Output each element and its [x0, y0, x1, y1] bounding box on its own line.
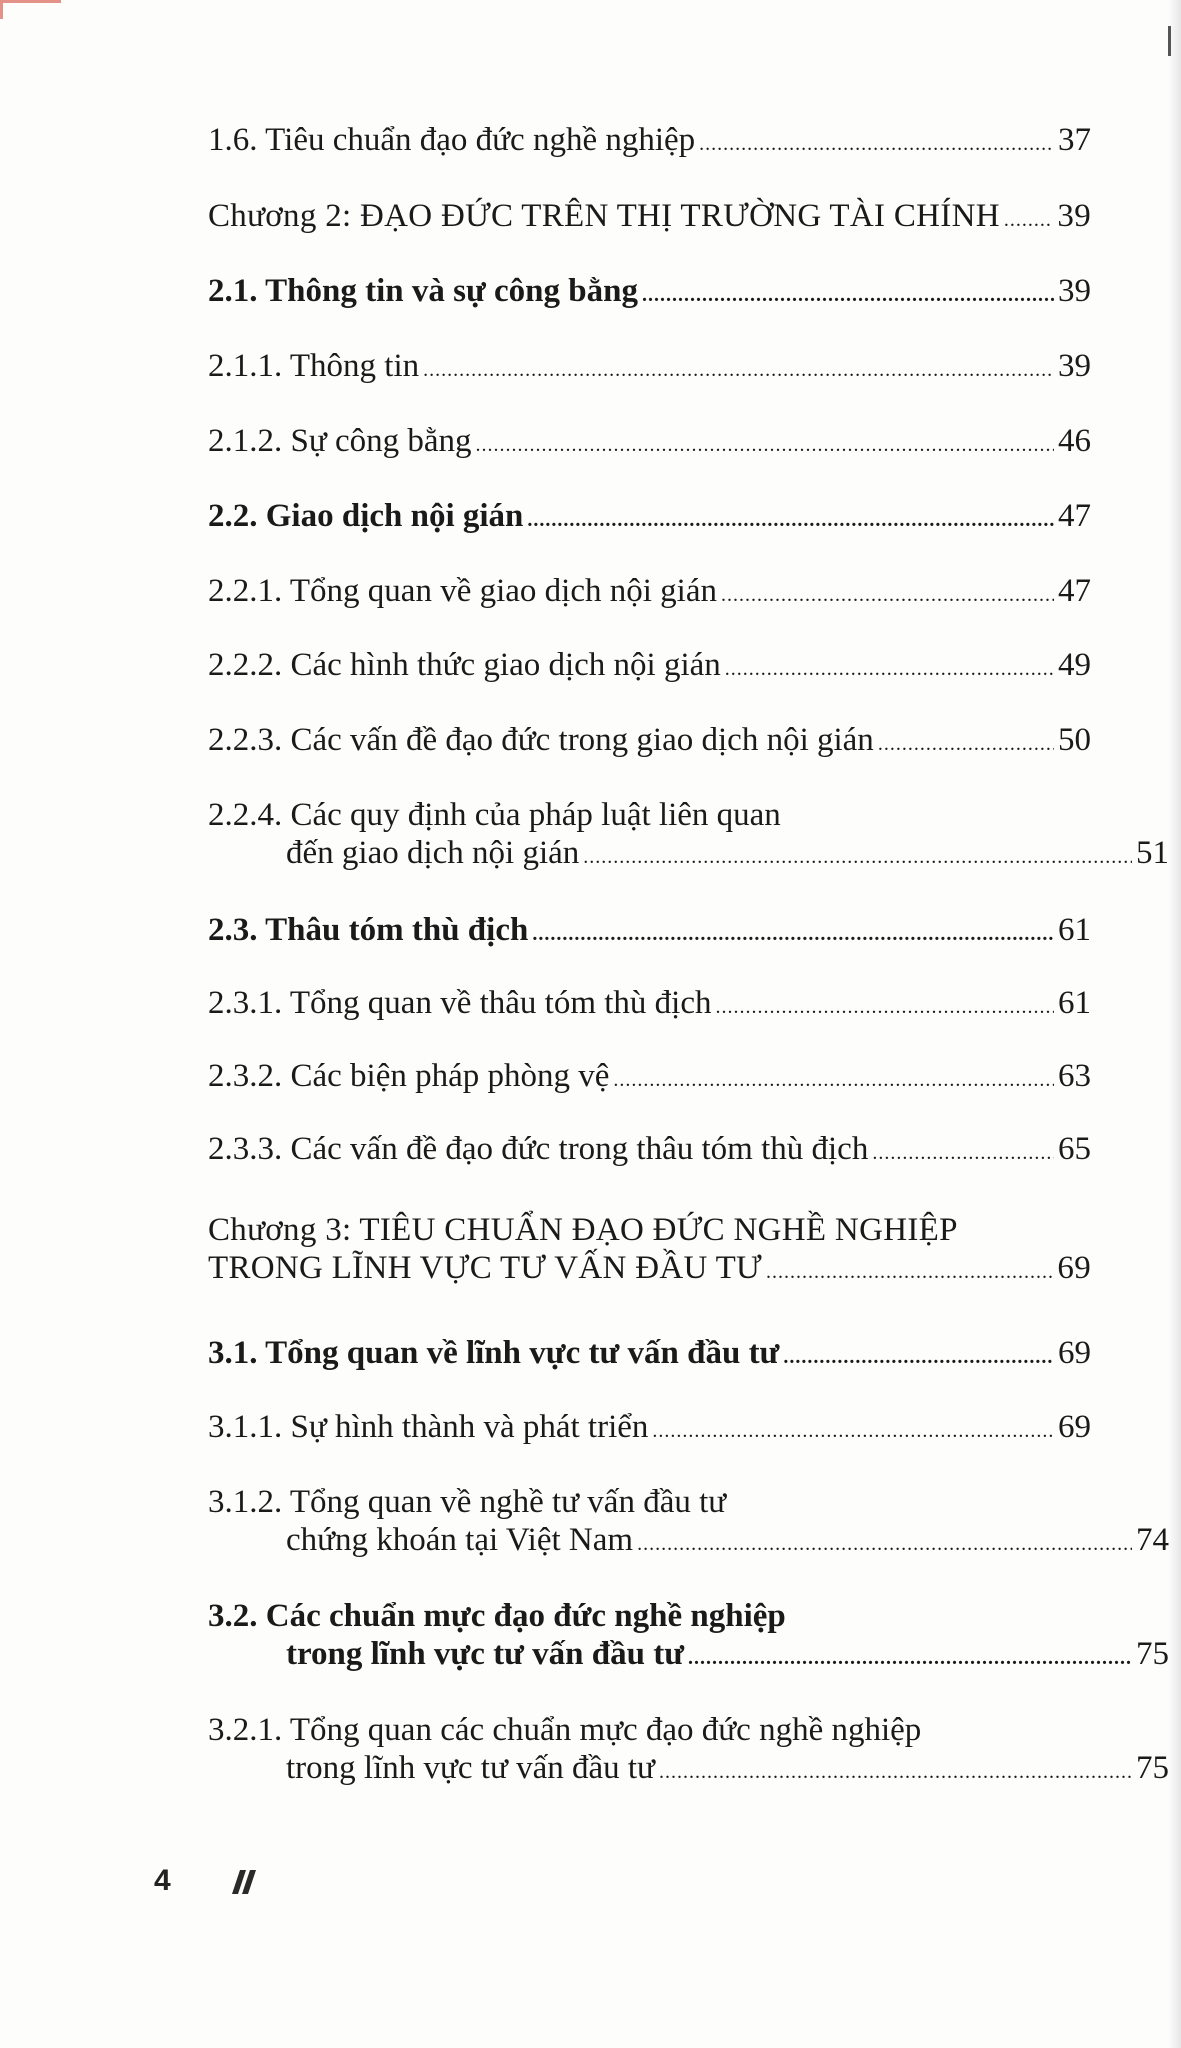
dot-leader	[688, 1635, 1132, 1677]
page-number: 4	[154, 1864, 171, 1897]
toc-section-entry	[208, 1597, 1169, 1677]
toc-entry-title: 3.1.1. Sự hình thành và phát triển	[208, 1409, 649, 1445]
toc-entry	[208, 1130, 1091, 1172]
toc-entry	[208, 984, 1091, 1026]
toc-entry-title: 2.2. Giao dịch nội gián	[208, 498, 524, 534]
dot-leader	[613, 1057, 1054, 1099]
toc-entry	[208, 646, 1091, 688]
toc-chapter-entry	[208, 197, 1091, 239]
toc-entry-page: 39	[1058, 273, 1091, 309]
toc-section-entry	[208, 272, 1091, 314]
dot-leader	[637, 1521, 1132, 1563]
toc-entry-page: 46	[1058, 423, 1091, 459]
toc-entry-page: 75	[1136, 1636, 1169, 1672]
dot-leader	[878, 721, 1054, 763]
toc-entry-page: 49	[1058, 647, 1091, 683]
toc-entry-title: 2.3.2. Các biện pháp phòng vệ	[208, 1058, 610, 1094]
dot-leader	[872, 1130, 1054, 1172]
corner-mark	[0, 0, 61, 19]
toc-entry-title: 2.1.1. Thông tin	[208, 348, 420, 384]
toc-entry-title: 3.1. Tổng quan về lĩnh vực tư vấn đầu tư	[208, 1335, 780, 1371]
toc-entry-page: 75	[1136, 1750, 1169, 1786]
toc-entry-page: 51	[1136, 835, 1169, 871]
toc-entry-title-line1: 3.2. Các chuẩn mực đạo đức nghề nghiệp	[208, 1598, 786, 1634]
toc-entry-title: 2.2.3. Các vấn đề đạo đức trong giao dịch nội gián	[208, 722, 874, 758]
dot-leader	[716, 984, 1055, 1026]
toc-section-entry	[208, 497, 1091, 539]
toc-entry	[208, 721, 1091, 763]
toc-entry-title: 2.1. Thông tin và sự công bằng	[208, 273, 638, 309]
dot-leader	[642, 272, 1054, 314]
toc-entry-page: 69	[1058, 1335, 1091, 1371]
dot-leader	[527, 497, 1054, 539]
toc-entry-title-line1: 3.1.2. Tổng quan về nghề tư vấn đầu tư	[208, 1484, 727, 1520]
dot-leader	[699, 121, 1054, 163]
toc-entry-page: 39	[1057, 198, 1091, 234]
toc-entry-page: 74	[1136, 1522, 1169, 1558]
toc-entry-title-line2: chứng khoán tại Việt Nam	[286, 1522, 634, 1558]
toc-entry-page: 65	[1058, 1131, 1091, 1167]
toc-entry-title: 2.2.1. Tổng quan về giao dịch nội gián	[208, 573, 717, 609]
toc-entry-page: 37	[1058, 122, 1091, 158]
toc-entry-title: 2.3.1. Tổng quan về thâu tóm thù địch	[208, 985, 712, 1021]
dot-leader	[725, 646, 1054, 688]
toc-entry-title-line1: 2.2.4. Các quy định của pháp luật liên quan	[208, 797, 781, 833]
toc-entry	[208, 796, 1169, 876]
edge-tick	[1168, 26, 1171, 56]
dot-leader	[583, 834, 1132, 876]
toc-entry	[208, 1483, 1169, 1563]
dot-leader	[659, 1749, 1132, 1791]
toc-entry	[208, 1711, 1169, 1791]
dot-leader	[1004, 197, 1054, 239]
toc-entry-title: Chương 2: ĐẠO ĐỨC TRÊN THỊ TRƯỜNG TÀI CHÍNH	[208, 198, 1000, 234]
toc-entry	[208, 1057, 1091, 1099]
toc-entry-title: 2.2.2. Các hình thức giao dịch nội gián	[208, 647, 721, 683]
toc-entry	[208, 572, 1091, 614]
toc-entry-title: 2.3.3. Các vấn đề đạo đức trong thâu tóm thù địch	[208, 1131, 869, 1167]
toc-entry-page: 39	[1058, 348, 1091, 384]
toc-entry-page: 50	[1058, 722, 1091, 758]
toc-entry-title: 2.3. Thâu tóm thù địch	[208, 912, 529, 948]
toc-entry-title-line1: Chương 3: TIÊU CHUẨN ĐẠO ĐỨC NGHỀ NGHIỆP	[208, 1212, 958, 1248]
page-edge-shadow	[1167, 0, 1181, 2048]
toc-entry	[208, 1408, 1091, 1450]
toc-entry	[208, 121, 1091, 163]
dot-leader	[423, 347, 1054, 389]
toc-entry-title: 2.1.2. Sự công bằng	[208, 423, 472, 459]
toc-entry-title-line2: TRONG LĨNH VỰC TƯ VẤN ĐẦU TƯ	[208, 1250, 762, 1286]
dot-leader	[476, 422, 1054, 464]
slash-ornament-icon	[222, 1868, 262, 1896]
toc-entry-page: 61	[1058, 985, 1091, 1021]
toc-entry-page: 69	[1058, 1409, 1091, 1445]
dot-leader	[652, 1408, 1054, 1450]
toc-entry-page: 47	[1058, 573, 1091, 609]
toc-entry-title-line2: trong lĩnh vực tư vấn đầu tư	[286, 1636, 685, 1672]
toc-entry	[208, 347, 1091, 389]
toc-entry-title-line2: đến giao dịch nội gián	[286, 835, 580, 871]
toc-entry-page: 69	[1057, 1250, 1091, 1286]
toc-entry-title: 1.6. Tiêu chuẩn đạo đức nghề nghiệp	[208, 122, 696, 158]
toc-section-entry	[208, 1334, 1091, 1376]
toc-chapter-entry	[208, 1211, 1091, 1291]
toc-entry-page: 63	[1058, 1058, 1091, 1094]
toc-entry-title-line1: 3.2.1. Tổng quan các chuẩn mực đạo đức nghề nghiệp	[208, 1712, 922, 1748]
toc-entry-title-line2: trong lĩnh vực tư vấn đầu tư	[286, 1750, 655, 1786]
dot-leader	[721, 572, 1054, 614]
toc-entry	[208, 422, 1091, 464]
dot-leader	[783, 1334, 1054, 1376]
toc-section-entry	[208, 911, 1091, 953]
toc-entry-page: 47	[1058, 498, 1091, 534]
dot-leader	[766, 1249, 1053, 1291]
toc-entry-page: 61	[1058, 912, 1091, 948]
dot-leader	[532, 911, 1054, 953]
